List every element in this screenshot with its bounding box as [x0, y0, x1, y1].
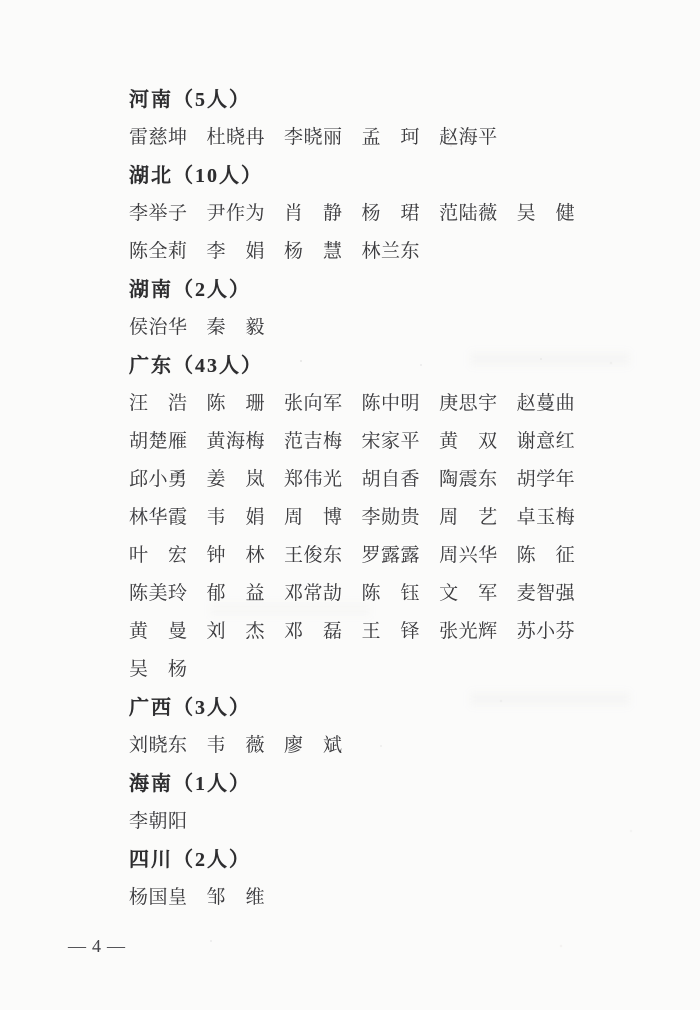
person-name: 苏小芬: [516, 621, 576, 642]
page-footer: [62, 932, 131, 960]
person-name: 刘晓东: [129, 735, 188, 756]
person-name: 张光辉: [439, 621, 498, 642]
person-name: 吴 杨: [129, 659, 188, 680]
person-name: 杨 慧: [284, 241, 343, 262]
person-name: 孟 珂: [361, 127, 421, 148]
name-row: [129, 233, 599, 271]
person-name: 李举子: [129, 203, 188, 224]
name-row: [129, 119, 599, 157]
person-name: 周 博: [284, 507, 343, 528]
roster-sections: [129, 81, 599, 917]
person-name: 陈全莉: [129, 241, 188, 262]
person-name: 罗露露: [361, 545, 421, 566]
person-name: 宋家平: [361, 431, 421, 452]
person-name: 陈 珊: [206, 393, 266, 414]
name-row: [129, 309, 599, 347]
person-name: 肖 静: [284, 203, 343, 224]
person-name: 黄 双: [439, 431, 498, 452]
person-name: 雷慈坤: [129, 127, 188, 148]
person-name: 杜晓冉: [206, 127, 266, 148]
person-name: 李朝阳: [129, 811, 188, 832]
person-name: 邱小勇: [129, 469, 188, 490]
person-name: 陶震东: [439, 469, 498, 490]
person-name: 尹作为: [206, 203, 266, 224]
person-name: 胡楚雁: [129, 431, 188, 452]
person-name: 侯治华: [129, 317, 188, 338]
section-heading: 海南（1人）: [129, 773, 251, 795]
person-name: 林兰东: [361, 241, 421, 262]
name-row: [129, 499, 599, 537]
person-name: 陈中明: [361, 393, 421, 414]
footer-left-dash: —: [68, 936, 86, 956]
person-name: 陈美玲: [129, 583, 188, 604]
section-heading: 湖南（2人）: [129, 279, 251, 301]
name-row: [129, 879, 599, 917]
person-name: 汪 浩: [129, 393, 188, 414]
person-name: 黄 曼: [129, 621, 188, 642]
name-row: [129, 385, 599, 423]
person-name: 李晓丽: [284, 127, 343, 148]
person-name: 周兴华: [439, 545, 498, 566]
person-name: 周 艺: [439, 507, 498, 528]
person-name: 赵蔓曲: [516, 393, 576, 414]
person-name: 赵海平: [439, 127, 498, 148]
person-name: 刘 杰: [206, 621, 266, 642]
person-name: 庚思宇: [439, 393, 498, 414]
person-name: 谢意红: [516, 431, 576, 452]
name-row: [129, 575, 599, 613]
person-name: 韦 薇: [206, 735, 266, 756]
person-name: 范吉梅: [284, 431, 343, 452]
person-name: 李 娟: [206, 241, 266, 262]
person-name: 黄海梅: [206, 431, 266, 452]
section-heading: 广东（43人）: [129, 355, 263, 377]
name-row: [129, 613, 599, 651]
person-name: 麦智强: [516, 583, 576, 604]
person-name: 卓玉梅: [516, 507, 576, 528]
name-row: [129, 195, 599, 233]
person-name: 林华霞: [129, 507, 188, 528]
footer-right-dash: —: [107, 936, 125, 956]
name-row: [129, 423, 599, 461]
person-name: 邓 磊: [284, 621, 343, 642]
person-name: 王俊东: [284, 545, 343, 566]
page-number: 4: [92, 936, 101, 956]
person-name: 姜 岚: [206, 469, 266, 490]
person-name: 范陆薇: [439, 203, 498, 224]
person-name: 邹 维: [206, 887, 266, 908]
person-name: 胡学年: [516, 469, 576, 490]
section-heading: 广西（3人）: [129, 697, 251, 719]
name-row: [129, 461, 599, 499]
name-row: [129, 803, 599, 841]
person-name: 杨国皇: [129, 887, 188, 908]
person-name: 叶 宏: [129, 545, 188, 566]
section-heading: 四川（2人）: [129, 849, 251, 871]
person-name: 吴 健: [516, 203, 576, 224]
person-name: 秦 毅: [206, 317, 266, 338]
section-heading: 湖北（10人）: [129, 165, 263, 187]
person-name: 郁 益: [206, 583, 266, 604]
person-name: 杨 珺: [361, 203, 421, 224]
name-row: [129, 651, 599, 689]
person-name: 文 军: [439, 583, 498, 604]
person-name: 廖 斌: [284, 735, 343, 756]
person-name: 韦 娟: [206, 507, 266, 528]
person-name: 陈 征: [516, 545, 576, 566]
person-name: 王 铎: [361, 621, 421, 642]
person-name: 钟 林: [206, 545, 266, 566]
name-row: [129, 727, 599, 765]
name-row: [129, 537, 599, 575]
person-name: 邓常劼: [284, 583, 343, 604]
person-name: 胡自香: [361, 469, 421, 490]
person-name: 李勋贵: [361, 507, 421, 528]
person-name: 张向军: [284, 393, 343, 414]
person-name: 郑伟光: [284, 469, 343, 490]
person-name: 陈 钰: [361, 583, 421, 604]
section-heading: 河南（5人）: [129, 89, 251, 111]
